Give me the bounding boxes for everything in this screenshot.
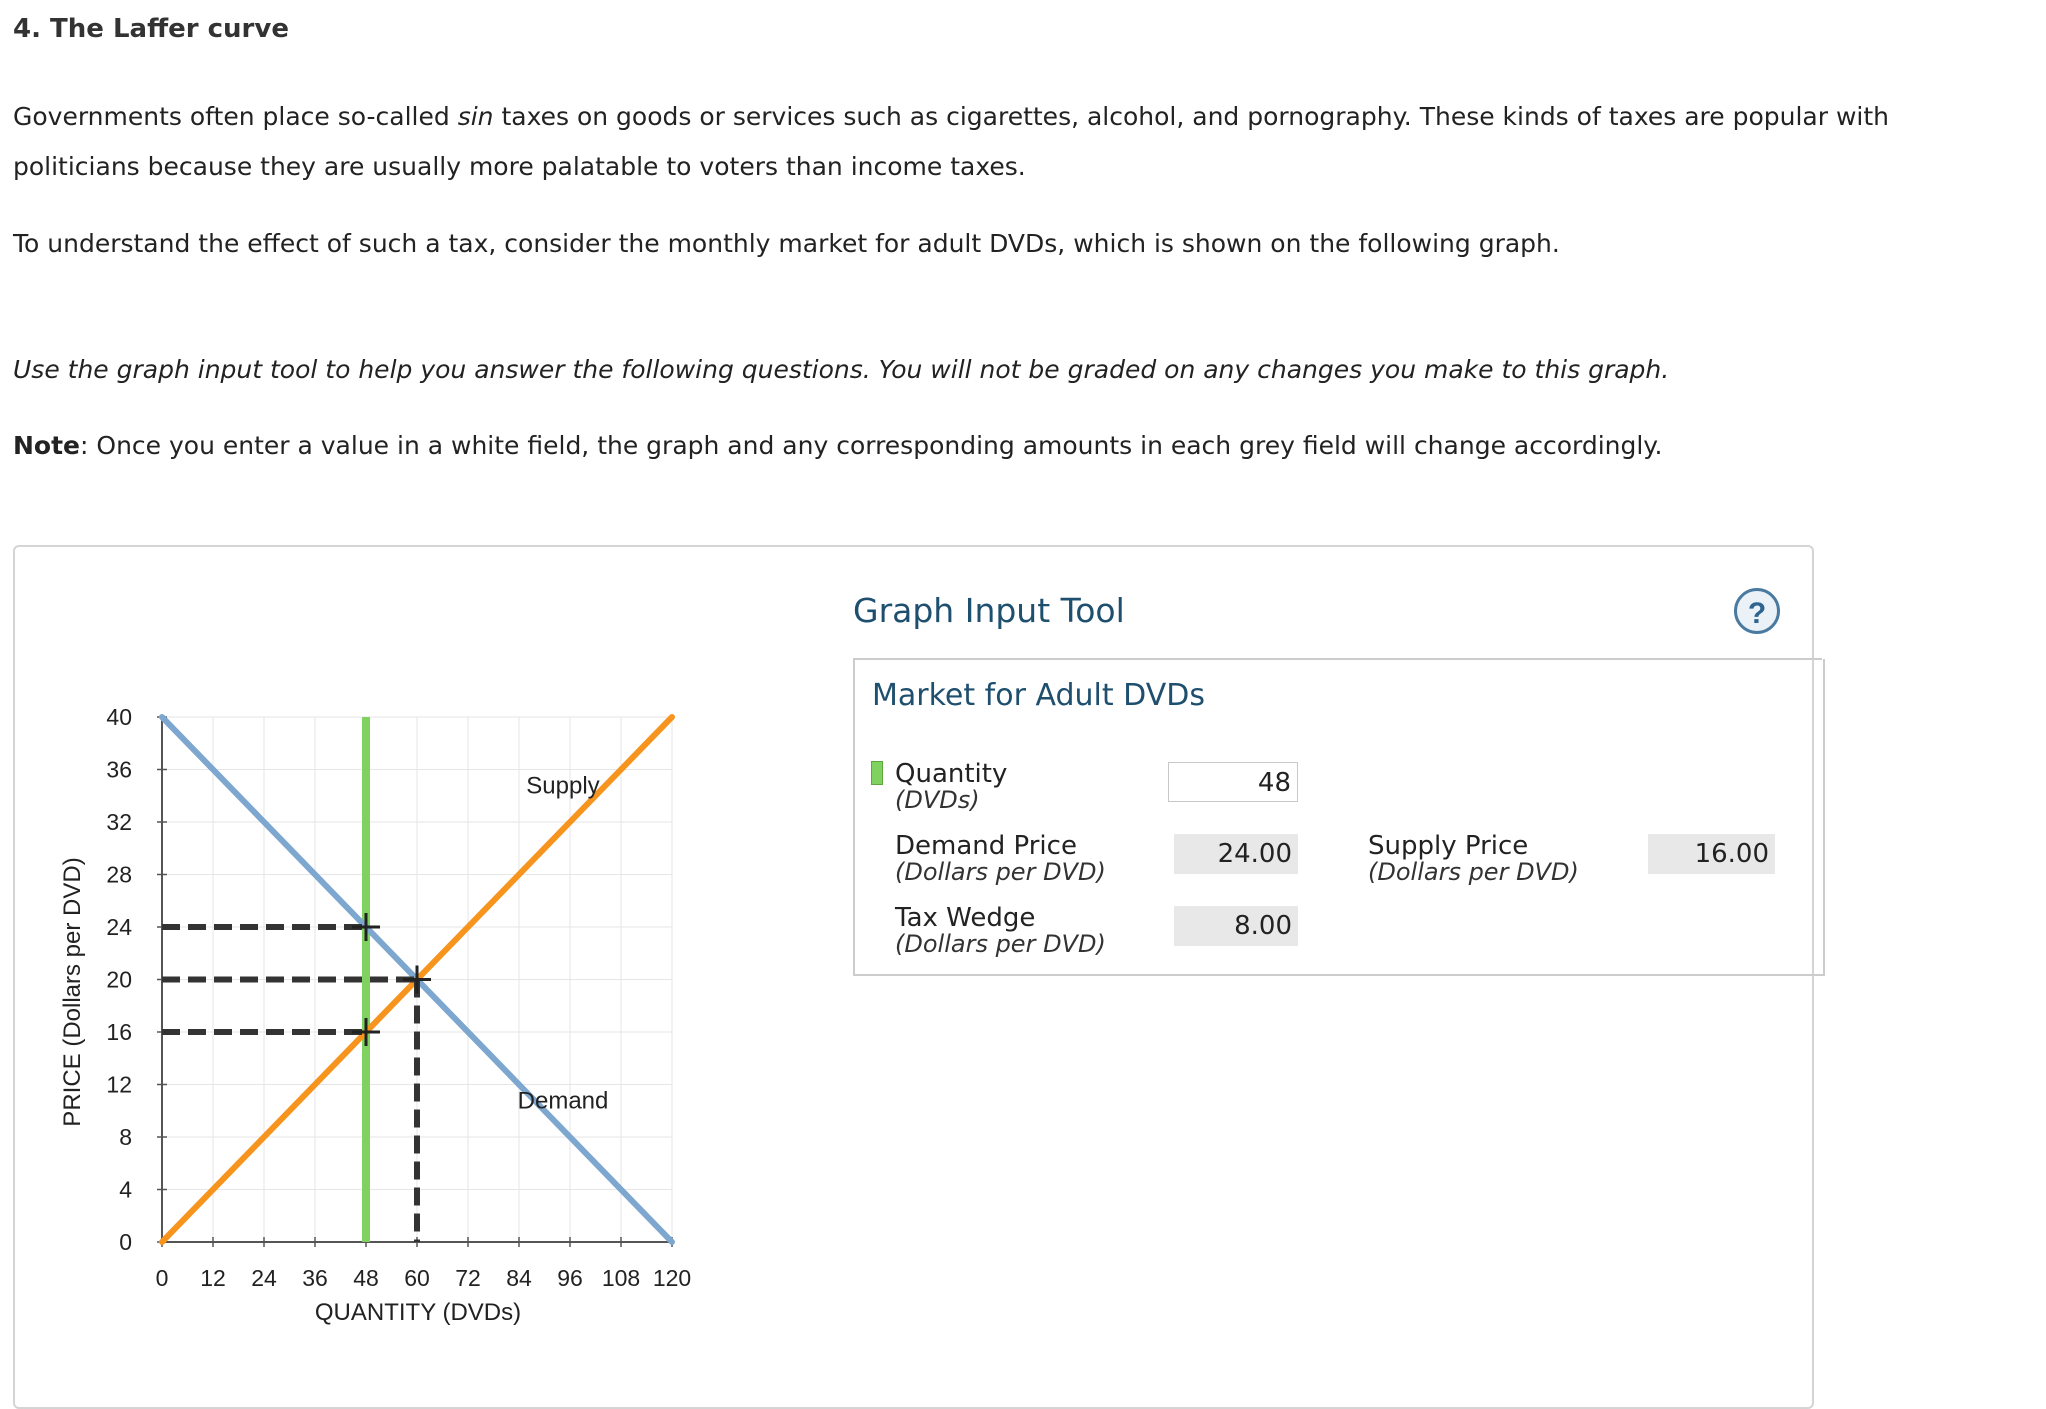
y-tick-label: 4 (119, 1176, 132, 1203)
help-icon[interactable]: ? (1734, 588, 1780, 634)
y-tick-label: 36 (106, 756, 132, 783)
tax-wedge-field: 8.00 (1174, 906, 1298, 946)
x-tick-label: 96 (557, 1265, 583, 1291)
x-tick-label: 60 (404, 1265, 430, 1291)
note-text: : Once you enter a value in a white field, the graph and any corresponding amounts in each grey field will change accordingly. (80, 431, 1663, 460)
market-graph[interactable] (0, 0, 860, 1384)
supply-price-unit: (Dollars per DVD) (1368, 858, 1579, 886)
tax-wedge-label: Tax Wedge (895, 903, 1036, 933)
context-paragraph: To understand the effect of such a tax, consider the monthly market for adult DVDs, which is shown on the following graph. (13, 229, 1560, 258)
y-tick-label: 32 (106, 809, 132, 835)
x-tick-label: 0 (155, 1265, 169, 1291)
demand-price-unit: (Dollars per DVD) (895, 858, 1106, 886)
quantity-input[interactable]: 48 (1168, 762, 1298, 802)
intro-sin-word: sin (457, 102, 494, 131)
demand-price-field: 24.00 (1174, 834, 1298, 874)
y-tick-label: 12 (106, 1071, 132, 1098)
y-axis-label: PRICE (Dollars per DVD) (59, 857, 86, 1127)
x-tick-label: 36 (302, 1265, 328, 1291)
instruction-paragraph: Use the graph input tool to help you answer the following questions. You will not be graded on any changes you make to this graph. (13, 355, 1670, 384)
y-tick-label: 8 (119, 1124, 132, 1150)
market-title: Market for Adult DVDs (872, 678, 1205, 713)
question-heading: 4. The Laffer curve (13, 14, 289, 44)
y-tick-label: 24 (106, 914, 132, 940)
quantity-label: Quantity (895, 759, 1008, 789)
x-tick-label: 48 (353, 1265, 379, 1291)
x-tick-label: 24 (251, 1265, 277, 1291)
note-label: Note (13, 431, 81, 460)
y-tick-label: 0 (119, 1229, 132, 1255)
y-tick-label: 16 (106, 1019, 132, 1045)
y-tick-label: 20 (106, 966, 132, 993)
quantity-unit: (DVDs) (895, 786, 980, 814)
markers[interactable] (162, 913, 431, 1242)
quantity-swatch-icon (871, 761, 883, 785)
y-tick-label: 40 (106, 704, 132, 730)
supply-price-field: 16.00 (1648, 834, 1775, 874)
x-tick-label: 84 (506, 1265, 532, 1291)
y-tick-label: 28 (106, 861, 132, 888)
supply-price-label: Supply Price (1368, 831, 1529, 861)
intro-text-1: Governments often place so-called (13, 102, 458, 131)
x-tick-label: 72 (455, 1265, 481, 1291)
supply-label: Supply (526, 772, 600, 800)
graph-input-tool-title: Graph Input Tool (853, 591, 1125, 630)
tax-wedge-unit: (Dollars per DVD) (895, 930, 1106, 958)
intro-text-2: taxes on goods or services such as cigarettes, alcohol, and pornography. These kinds of taxes are popular with politicians because they are usually more palatable to voters than income taxes. (13, 102, 1889, 181)
demand-label: Demand (517, 1087, 609, 1115)
x-tick-label: 12 (200, 1265, 226, 1291)
x-tick-label: 108 (601, 1265, 641, 1291)
x-tick-label: 120 (652, 1265, 692, 1291)
x-axis-label: QUANTITY (DVDs) (314, 1299, 522, 1326)
demand-price-label: Demand Price (895, 831, 1077, 861)
